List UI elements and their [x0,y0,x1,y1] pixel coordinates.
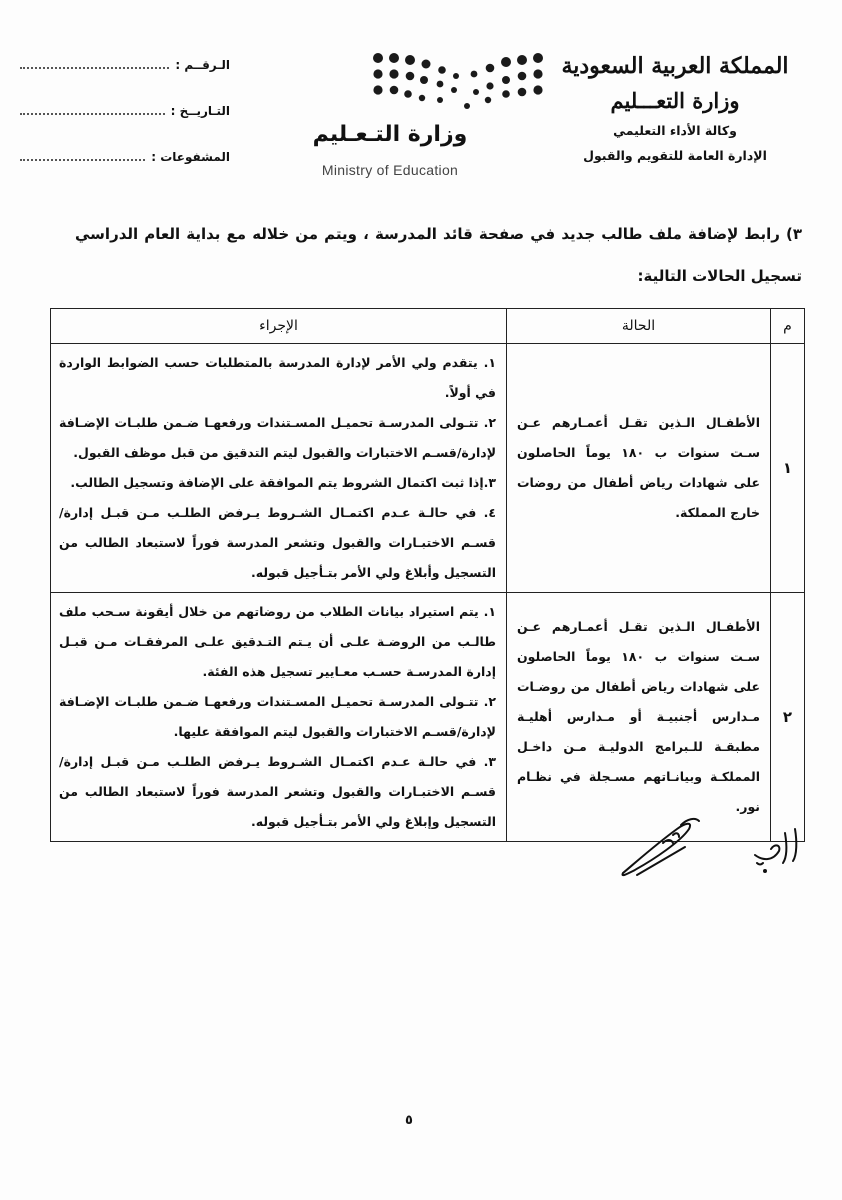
field-date [20,104,230,150]
procedure-item: ٢. تتـولى المدرسـة تحميـل المسـتندات ورفعهـا ضـمن طلبـات الإضـافة لإدارة/قسـم الاختبارات والقبول ليتم التدقيق من قبل موظف القبول. [59,415,496,460]
handwritten-signature [615,815,805,885]
logo-arabic-text: وزارة التـعـليم [312,122,468,147]
procedure-item: ٢. تتـولى المدرسـة تحميـل المسـتندات ورفعهـا ضـمن طلبـات الإضـافة لإدارة/قسـم الاختبارات والقبول ليتم الموافقة عليها. [59,694,496,739]
header-num: م [771,309,805,344]
procedure-item: ٣. في حالـة عـدم اكتمـال الشـروط يـرفض الطلـب مـن قبـل إدارة/قسـم الاختبـارات والقبول وتشعر المدرسة فوراً لاستبعاد الطالب من التسجيل وإبلاغ ولي الأمر بتـأجيل قبوله. [59,754,496,829]
procedure-cell [51,593,507,842]
procedure-item: ١. يتقدم ولي الأمر لإدارة المدرسة بالمتطلبات حسب الضوابط الواردة في أولاً. [59,355,496,400]
logo-english-text: Ministry of Education [321,162,459,178]
field-date-label: التـاريــخ : [170,104,230,118]
table-row [51,344,805,593]
letterhead-organization [560,48,790,168]
agency-name: وكالة الأداء التعليمي [613,123,737,138]
field-number-line [20,58,169,69]
cases-table [50,308,805,842]
row-number: ٢ [771,593,805,842]
field-number-label: الـرقــم : [175,58,230,72]
procedure-item: ١. يتم استيراد بيانات الطلاب من روضاتهم من خلال أيقونة سـحب ملف طالـب من الروضـة علـى أن يـتم التـدقيق علـى المرفقـات مـن قبـل إدارة المدرسـة حسـب معـايير تسجيل هذه الفئة. [59,604,496,679]
table-row [51,593,805,842]
field-number [20,58,230,104]
header-case: الحالة [507,309,771,344]
case-cell: الأطفـال الـذين تقـل أعمـارهم عـن سـت سنوات ب ١٨٠ يوماً الحاصلون على شهادات رياض أطفال من روضات خارج المملكة. [507,344,771,593]
intro-paragraph: ٣) رابط لإضافة ملف طالب جديد في صفحة قائد المدرسة ، ويتم من خلاله مع بداية العام الدراسي تسجيل الحالات التالية: [75,225,802,285]
procedure-item: ٣.إذا ثبت اكتمال الشروط يتم الموافقة على الإضافة وتسجيل الطالب. [70,475,496,490]
page-number: ٥ [405,1113,413,1128]
procedure-cell [51,344,507,593]
logo-dots-icon [370,50,550,110]
ministry-name: وزارة التعـــليم [610,88,740,113]
department-name: الإدارة العامة للتقويم والقبول [583,148,767,163]
reference-fields [20,58,230,196]
case-cell: الأطفـال الـذين تقـل أعمـارهم عـن سـت سنوات ب ١٨٠ يوماً الحاصلون على شهادات رياض أطفال من روضـات مـدارس أجنبيـة أو مـدارس أهليـة مطبقـة للـبرامج الدوليـة مـن داخـل المملكـة وبيانـاتهم مسـجلة في نظـام نور. [507,593,771,842]
ministry-logo [285,50,485,185]
field-attachments-line [20,150,145,161]
field-attachments-label: المشفوعات : [151,150,230,164]
row-number: ١ [771,344,805,593]
table-header-row [51,309,805,344]
procedure-item: ٤. في حالـة عـدم اكتمـال الشـروط يـرفض الطلـب مـن قبـل إدارة/قسـم الاختبـارات والقبول وتشعر المدرسة فوراً لاستبعاد الطالب من التسجيل وأبلاغ ولي الأمر بتـأجيل قبوله. [59,505,496,580]
kingdom-name: المملكة العربية السعودية [561,53,789,79]
field-date-line [20,104,165,115]
field-attachments [20,150,230,196]
header-procedure: الإجراء [51,309,507,344]
